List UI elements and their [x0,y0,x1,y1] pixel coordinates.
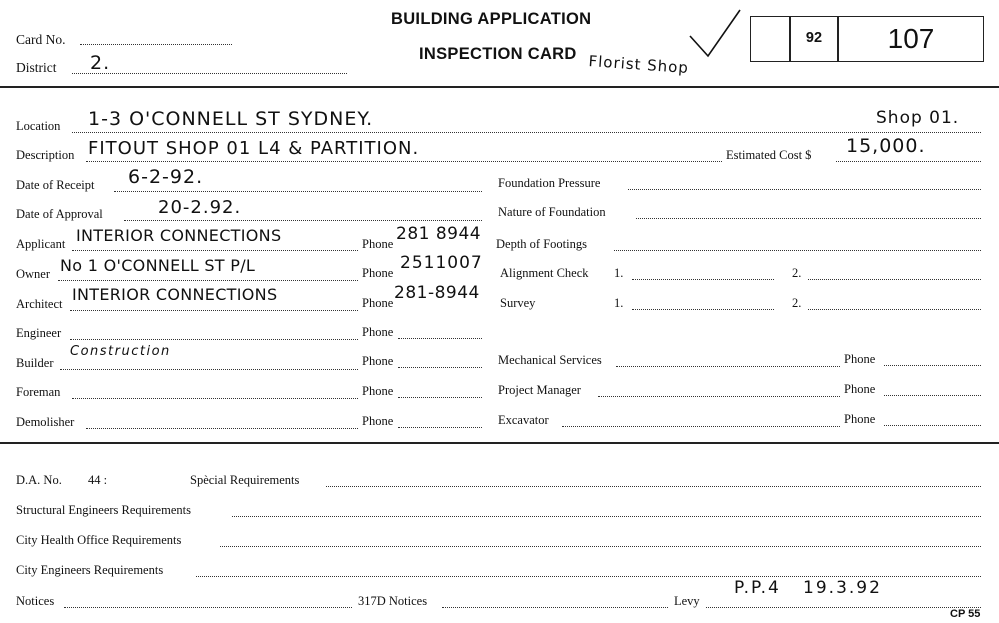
applicant-value: INTERIOR CONNECTIONS [76,226,282,245]
mech-services-label: Mechanical Services [498,353,602,367]
foundation-pressure-label: Foundation Pressure [498,176,601,190]
foreman-phone-label: Phone [362,384,394,398]
health-requirements-label: City Health Office Requirements [16,533,182,547]
district-label: District [16,60,57,75]
builder-dotline [60,369,358,370]
builder-phone-dotline [398,367,482,368]
survey-1-label: 1. [614,296,624,310]
card-no-dotline [80,44,232,45]
applicant-dotline [72,250,358,251]
form-title-line1: BUILDING APPLICATION [391,10,592,28]
demolisher-phone-dotline [398,427,482,428]
district-dotline [72,73,347,74]
date-approval-dotline [124,220,482,221]
da-no-label: D.A. No. [16,473,62,487]
depth-footings-label: Depth of Footings [496,237,587,251]
structural-requirements-label: Structural Engineers Requirements [16,503,191,517]
checkmark-icon [686,6,746,64]
applicant-label: Applicant [16,237,66,251]
district-value: 2. [90,52,111,74]
applicant-phone-value: 281 8944 [396,224,482,244]
id-box-blank [750,16,790,62]
city-engineers-requirements-label: City Engineers Requirements [16,563,164,577]
levy-dotline [706,607,981,608]
excavator-phone-dotline [884,425,981,426]
excavator-phone-label: Phone [844,412,876,426]
id-box-large [838,16,984,62]
nature-foundation-label: Nature of Foundation [498,205,606,219]
foreman-label: Foreman [16,385,61,399]
date-receipt-dotline [114,191,482,192]
description-value: FITOUT SHOP 01 L4 & PARTITION. [88,138,420,159]
demolisher-phone-label: Phone [362,414,394,428]
notices-label: Notices [16,594,55,608]
builder-label: Builder [16,356,54,370]
notices-317d-dotline [442,607,668,608]
levy-label: Levy [674,594,700,608]
location-value: 1-3 O'CONNELL ST SYDNEY. [88,108,374,130]
id-box-small [790,16,838,62]
header-divider [0,86,999,88]
project-manager-label: Project Manager [498,383,581,397]
architect-phone-value: 281-8944 [394,283,480,303]
survey-2-dotline [808,309,981,310]
structural-requirements-dotline [232,516,981,517]
estimated-cost-dotline [836,161,981,162]
demolisher-label: Demolisher [16,415,75,429]
date-approval-value: 20-2.92. [158,197,242,218]
survey-1-dotline [632,309,774,310]
notices-dotline [64,607,352,608]
project-manager-dotline [598,396,840,397]
date-receipt-value: 6-2-92. [128,166,204,188]
survey-2-label: 2. [792,296,802,310]
owner-phone-label: Phone [362,266,394,280]
mech-phone-label: Phone [844,352,876,366]
estimated-cost-value: 15,000. [846,135,926,157]
applicant-phone-label: Phone [362,237,394,251]
alignment-2-label: 2. [792,266,802,280]
form-code: CP 55 [950,608,981,620]
description-dotline [86,161,722,162]
foreman-dotline [72,398,358,399]
mech-services-dotline [616,366,840,367]
foundation-pressure-dotline [628,189,981,190]
owner-value: No 1 O'CONNELL ST P/L [60,256,256,275]
pm-phone-dotline [884,395,981,396]
date-receipt-label: Date of Receipt [16,178,95,192]
location-dotline [72,132,981,133]
engineer-phone-dotline [398,338,482,339]
depth-footings-dotline [614,250,981,251]
excavator-dotline [562,426,840,427]
date-approval-label: Date of Approval [16,207,103,221]
alignment-2-dotline [808,279,981,280]
levy-value: P.P.4 19.3.92 [734,578,882,598]
box-large-value: 107 [887,23,935,54]
demolisher-dotline [86,428,358,429]
architect-value: INTERIOR CONNECTIONS [72,285,278,304]
builder-value: Construction [70,344,171,359]
alignment-label: Alignment Check [500,266,589,280]
alignment-1-label: 1. [614,266,624,280]
card-no-label: Card No. [16,32,66,47]
form-title-line2: INSPECTION CARD [419,45,577,63]
special-requirements-label: Spècial Requirements [190,473,300,487]
nature-foundation-dotline [636,218,981,219]
builder-phone-label: Phone [362,354,394,368]
owner-phone-value: 2511007 [400,253,483,273]
location-extra: Shop 01. [876,108,960,128]
engineer-phone-label: Phone [362,325,394,339]
alignment-1-dotline [632,279,774,280]
health-requirements-dotline [220,546,981,547]
section-divider [0,442,999,444]
city-engineers-requirements-dotline [196,576,981,577]
architect-phone-label: Phone [362,296,394,310]
engineer-dotline [70,339,358,340]
survey-label: Survey [500,296,536,310]
excavator-label: Excavator [498,413,549,427]
architect-dotline [70,310,358,311]
mech-phone-dotline [884,365,981,366]
architect-label: Architect [16,297,63,311]
notices-317d-label: 317D Notices [358,594,428,608]
estimated-cost-label: Estimated Cost $ [726,148,812,162]
florist-shop-note: Florist Shop [588,52,690,78]
da-no-value: 44 : [88,473,108,487]
owner-dotline [58,280,358,281]
description-label: Description [16,148,75,162]
location-label: Location [16,119,61,133]
owner-label: Owner [16,267,51,281]
engineer-label: Engineer [16,326,62,340]
pm-phone-label: Phone [844,382,876,396]
box-small-value: 92 [805,30,823,46]
foreman-phone-dotline [398,397,482,398]
special-requirements-dotline [326,486,981,487]
